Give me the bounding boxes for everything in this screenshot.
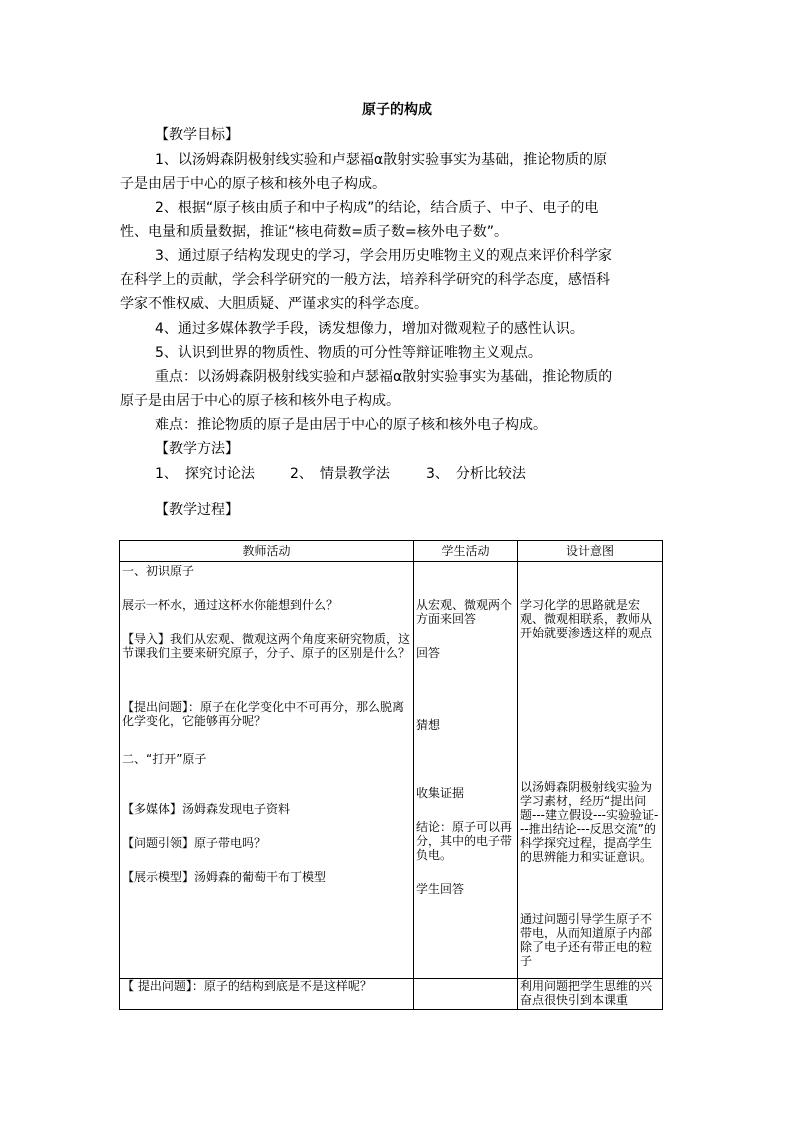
key-point-line-2: 原子是由居于中心的原子核和核外电子构成。 [120, 393, 400, 409]
difficulty: 难点：推论物质的原子是由居于中心的原子核和核外电子构成。 [155, 417, 547, 433]
student-activity-4: 收集证据 [416, 786, 465, 800]
goal-1-line-1: 1、以汤姆森阴极射线实验和卢瑟福α散射实验事实为基础，推论物质的原 [155, 152, 608, 168]
design-intent-2: 以汤姆森阴极射线实验为学习素材，经历“提出问题---建立假设---实验验证---推出结论---反思交流”的科学探究过程，提高学生的思辨能力和实证意识。 [520, 780, 659, 864]
teacher-activity-1: 展示一杯水，通过这杯水你能想到什么？ [122, 598, 339, 612]
student-activity-5: 结论：原子可以再分，其中的电子带负电。 [416, 820, 513, 862]
design-intent-cell [518, 562, 663, 979]
method-1: 1、 探究讨论法 [155, 466, 255, 482]
key-point-line-1: 重点：以汤姆森阴极射线实验和卢瑟福α散射实验事实为基础，推论物质的 [155, 369, 613, 385]
student-activity-3: 猜想 [416, 718, 441, 732]
goal-1-line-2: 子是由居于中心的原子核和核外电子构成。 [120, 176, 386, 192]
goal-3-line-2: 在科学上的贡献，学会科学研究的一般方法，培养科学研究的科学态度，感悟科 [120, 272, 610, 288]
lesson-process-table [119, 540, 663, 1010]
design-intent-cell: 利用问题把学生思维的兴奋点很快引到本课重 [518, 979, 663, 1010]
teacher-activity-4: 【多媒体】汤姆森发现电子资料 [122, 802, 291, 816]
goal-5: 5、认识到世界的物质性、物质的可分性等辩证唯物主义观点。 [155, 345, 542, 361]
student-activity-cell [414, 979, 518, 1010]
header-teacher-activity: 教师活动 [120, 541, 414, 562]
goal-4: 4、通过多媒体教学手段，诱发想像力，增加对微观粒子的感性认识。 [155, 321, 584, 337]
design-intent-3: 通过问题引导学生原子不带电，从而知道原子内部除了电子还有带正电的粒子 [520, 912, 653, 968]
teacher-activity-6: 【展示模型】汤姆森的葡萄干布丁模型 [122, 870, 327, 884]
teacher-activity-cell: 【 提出问题】：原子的结构到底是不是这样呢？ [120, 979, 414, 1010]
method-3: 3、 分析比较法 [426, 466, 526, 482]
methods-heading: 【教学方法】 [155, 441, 239, 457]
header-student-activity: 学生活动 [414, 541, 518, 562]
teacher-activity-3: 【提出问题】：原子在化学变化中不可再分，那么脱离化学变化，它能够再分呢？ [122, 700, 405, 728]
section-2-heading: 二、“打开”原子 [122, 752, 207, 766]
method-2: 2、 情景教学法 [290, 466, 390, 482]
teacher-activity-5: 【问题引领】原子带电吗？ [122, 836, 267, 850]
student-activity-cell [414, 562, 518, 979]
student-activity-6: 学生回答 [416, 882, 465, 896]
student-activity-1: 从宏观、微观两个方面来回答 [416, 598, 513, 626]
table-row [120, 979, 663, 1010]
goals-heading: 【教学目标】 [155, 127, 239, 143]
process-heading: 【教学过程】 [155, 502, 239, 518]
student-activity-2: 回答 [416, 646, 441, 660]
document-title: 原子的构成 [362, 102, 432, 118]
table-header-row [120, 541, 663, 562]
teacher-activity-2: 【导入】我们从宏观、微观这两个角度来研究物质，这节课我们主要来研究原子，分子、原子的区别是什么？ [122, 632, 411, 660]
table-row [120, 562, 663, 979]
methods-list [155, 464, 526, 484]
header-design-intent: 设计意图 [518, 541, 663, 562]
teacher-activity-cell [120, 562, 414, 979]
goal-3-line-1: 3、通过原子结构发现史的学习，学会用历史唯物主义的观点来评价科学家 [155, 248, 612, 264]
design-intent-1: 学习化学的思路就是宏观、微观相联系，教师从开始就要渗透这样的观点 [520, 598, 653, 640]
section-1-heading: 一、初识原子 [122, 564, 195, 578]
goal-2-line-2: 性、电量和质量数据，推证“核电荷数=质子数=核外电子数”。 [120, 224, 508, 240]
goal-2-line-1: 2、根据“原子核由质子和中子构成”的结论，结合质子、中子、电子的电 [155, 200, 599, 216]
goal-3-line-3: 学家不惟权威、大胆质疑、严谨求实的科学态度。 [120, 296, 428, 312]
